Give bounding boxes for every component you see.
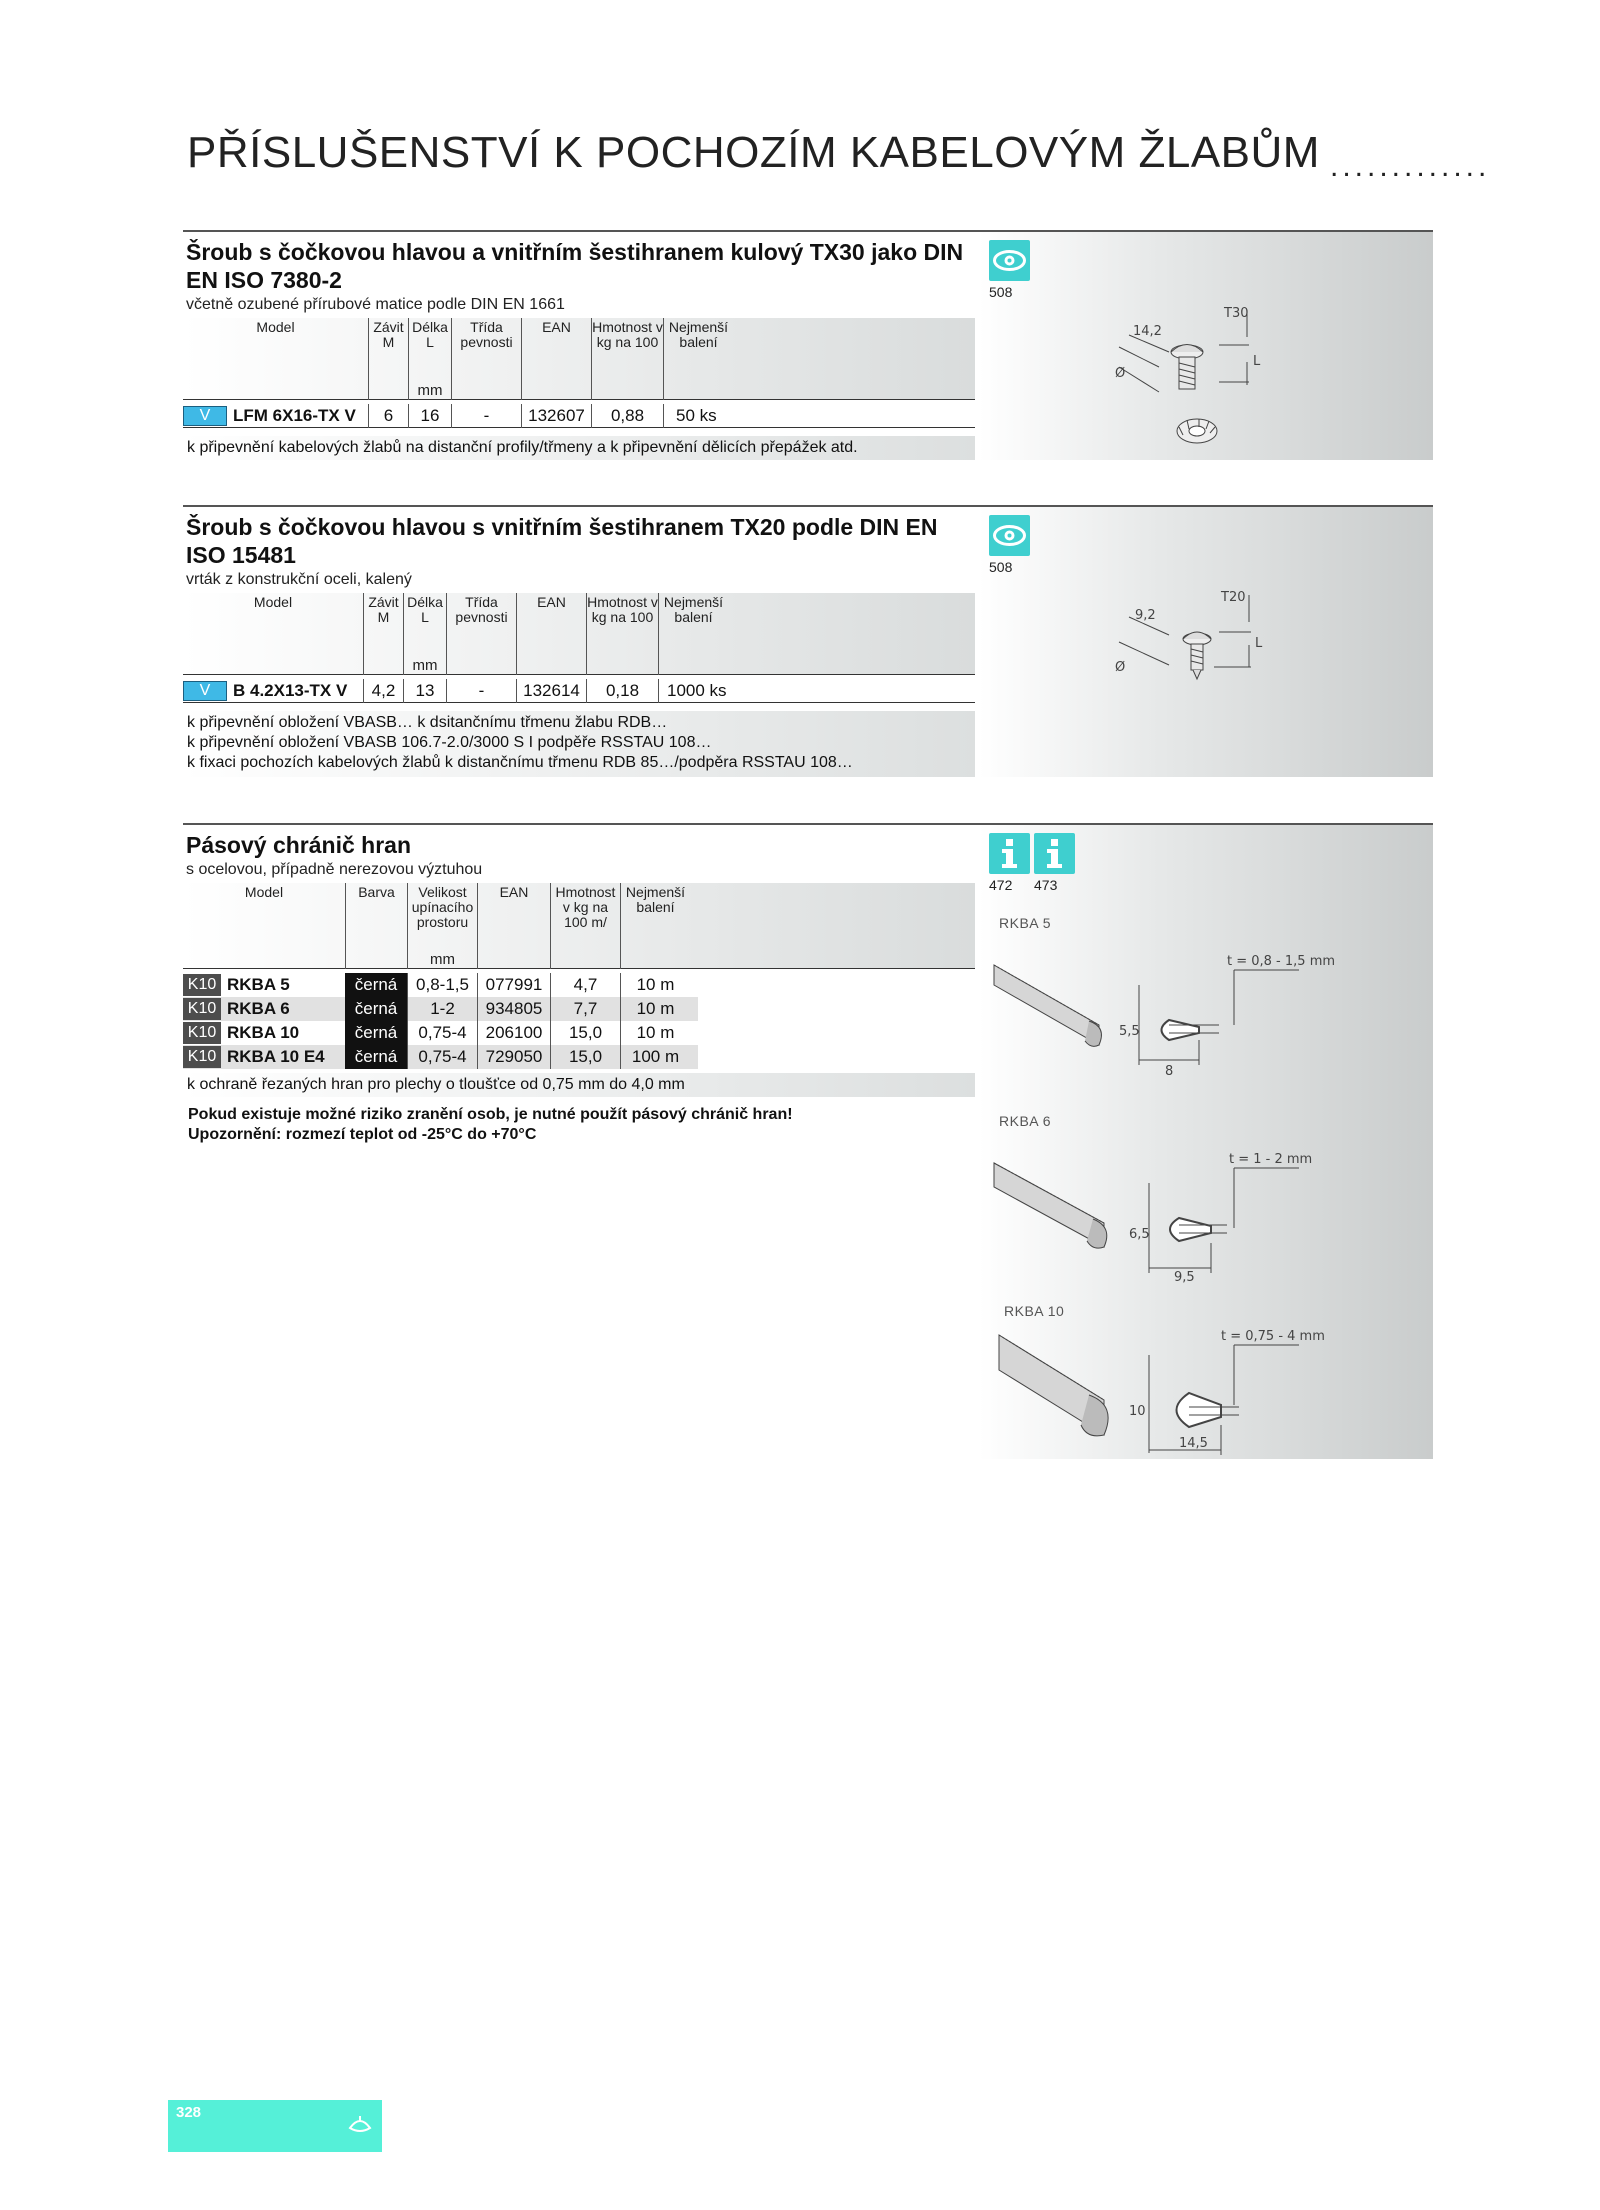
dim-drive: T30 — [1224, 307, 1249, 321]
dim-w: 14,5 — [1179, 1436, 1208, 1451]
section-title: Pásový chránič hran — [186, 832, 411, 858]
cell-weight: 15,0 — [550, 1021, 620, 1045]
badge-k10: K10 — [183, 1022, 221, 1044]
col-model: Model — [244, 884, 284, 900]
info-icon[interactable] — [1034, 833, 1075, 874]
cell-model: LFM 6X16-TX V — [233, 406, 356, 425]
note-line: k ochraně řezaných hran pro plechy o tloušťce od 0,75 mm do 4,0 mm — [187, 1076, 685, 1093]
warning-note: Pokud existuje možné riziko zranění osob, je nutné použít pásový chránič hran! — [188, 1106, 793, 1123]
edge-protector-drawing — [989, 1143, 1429, 1283]
product-image-panel — [979, 825, 1433, 1459]
cell-color: černá — [345, 973, 407, 997]
icon-label: 472 — [989, 877, 1013, 893]
note-bar — [183, 436, 975, 460]
cell-class: - — [446, 679, 516, 703]
dim-h: 10 — [1129, 1404, 1146, 1419]
col-ean: EAN — [521, 318, 591, 400]
cell-weight: 7,7 — [550, 997, 620, 1021]
section-edge-protector — [183, 823, 1433, 1463]
badge-k10: K10 — [183, 998, 221, 1020]
dim-d: 9,2 — [1135, 608, 1156, 623]
screw-drawing — [1099, 587, 1359, 717]
col-length-label: Délka L — [407, 594, 443, 625]
icon-label: 508 — [989, 284, 1013, 300]
cell-thread: 6 — [368, 404, 408, 428]
note-bar — [183, 1073, 975, 1097]
cell-weight: 4,7 — [550, 973, 620, 997]
table-row — [183, 679, 975, 703]
cell-thread: 4,2 — [363, 679, 403, 703]
drawing-caption: RKBA 5 — [999, 915, 1052, 931]
cell-pack: 10 m — [620, 973, 690, 997]
cell-ean: 077991 — [477, 973, 550, 997]
page-number: 328 — [176, 2104, 202, 2121]
unit-mm: mm — [417, 382, 443, 399]
note-line: k připevnění obložení VBASB 106.7-2.0/3000 S I podpěře RSSTAU 108… — [187, 734, 712, 751]
cell-ean: 206100 — [477, 1021, 550, 1045]
col-thread: Závit M — [363, 593, 403, 675]
cell-ean: 934805 — [477, 997, 550, 1021]
dim-len: L — [1253, 354, 1261, 369]
col-pack: Nejmenší balení — [620, 883, 690, 969]
cell-model: RKBA 5 — [227, 975, 290, 994]
col-model: Model — [256, 319, 295, 335]
col-weight: Hmotnost v kg na 100 m/ — [550, 883, 620, 969]
cell-pack: 1000 ks — [658, 679, 728, 703]
cell-pack: 10 m — [620, 1021, 690, 1045]
col-thread: Závit M — [368, 318, 408, 400]
section-title: Šroub s čočkovou hlavou s vnitřním šestihranem TX20 podle DIN EN ISO 15481 — [186, 514, 938, 568]
badge-v: V — [183, 681, 227, 701]
cell-length: 16 — [408, 404, 451, 428]
dim-dia: Ø — [1115, 366, 1126, 381]
cell-color: černá — [345, 1045, 407, 1069]
product-image-panel — [979, 232, 1433, 460]
dim-h: 5,5 — [1119, 1024, 1140, 1039]
cell-size: 1-2 — [407, 997, 477, 1021]
cell-pack: 10 m — [620, 997, 690, 1021]
unit-mm: mm — [430, 951, 455, 968]
cell-size: 0,75-4 — [407, 1021, 477, 1045]
title-dots: ............. — [1330, 150, 1491, 180]
cell-weight: 15,0 — [550, 1045, 620, 1069]
cell-weight: 0,18 — [586, 679, 658, 703]
col-class: Třída pevnosti — [451, 318, 521, 400]
drawing-caption: RKBA 6 — [999, 1113, 1052, 1129]
cell-size: 0,8-1,5 — [407, 973, 477, 997]
col-length — [403, 593, 446, 675]
cell-pack: 100 m — [620, 1045, 690, 1069]
col-pack: Nejmenší balení — [663, 318, 733, 400]
dim-len: L — [1255, 636, 1263, 651]
edge-protector-drawing — [989, 945, 1429, 1075]
table-header — [183, 318, 975, 400]
icon-label: 508 — [989, 559, 1013, 575]
note-line: k fixaci pochozích kabelových žlabů k distančnímu třmenu RDB 85…/podpěra RSSTAU 108… — [187, 754, 853, 771]
drawing-caption: RKBA 10 — [1004, 1303, 1065, 1319]
table-header — [183, 883, 975, 969]
dim-dia: Ø — [1115, 660, 1126, 675]
table-header — [183, 593, 975, 675]
cell-pack: 50 ks — [663, 404, 733, 428]
col-pack: Nejmenší balení — [658, 593, 728, 675]
unit-mm: mm — [412, 657, 438, 674]
col-weight: Hmotnost v kg na 100 — [586, 593, 658, 675]
col-ean: EAN — [516, 593, 586, 675]
note-line: k připevnění obložení VBASB… k dsitančnímu třmenu žlabu RDB… — [187, 714, 668, 731]
page-number-box — [168, 2100, 382, 2152]
section-screw-tx30 — [183, 230, 1433, 470]
badge-k10: K10 — [183, 974, 221, 996]
cell-color: černá — [345, 1021, 407, 1045]
product-image-panel — [979, 507, 1433, 777]
cell-weight: 0,88 — [591, 404, 663, 428]
cell-ean: 132607 — [521, 404, 591, 428]
col-length-label: Délka L — [412, 319, 448, 350]
dim-t: t = 0,8 - 1,5 mm — [1227, 954, 1336, 969]
cell-ean: 729050 — [477, 1045, 550, 1069]
note-bar — [183, 711, 975, 777]
col-size — [407, 883, 477, 969]
col-weight: Hmotnost v kg na 100 — [591, 318, 663, 400]
table-row — [183, 997, 698, 1021]
eye-icon[interactable] — [989, 240, 1030, 281]
cell-ean: 132614 — [516, 679, 586, 703]
section-subtitle: vrták z konstrukční oceli, kalený — [186, 571, 412, 588]
badge-v: V — [183, 406, 227, 426]
cell-model: RKBA 10 — [227, 1023, 300, 1042]
edge-protector-drawing — [989, 1325, 1429, 1465]
note-line: k připevnění kabelových žlabů na distanční profily/třmeny a k připevnění dělicích přepážek atd. — [187, 439, 858, 456]
cell-length: 13 — [403, 679, 446, 703]
col-length — [408, 318, 451, 400]
temperature-note: Upozornění: rozmezí teplot od -25°C do +70°C — [188, 1126, 537, 1143]
badge-k10: K10 — [183, 1046, 221, 1068]
dim-w: 9,5 — [1174, 1270, 1195, 1283]
dim-t: t = 0,75 - 4 mm — [1221, 1329, 1325, 1344]
cell-class: - — [451, 404, 521, 428]
cell-color: černá — [345, 997, 407, 1021]
col-color: Barva — [345, 883, 407, 969]
info-icon[interactable] — [989, 833, 1030, 874]
page-title: PŘÍSLUŠENSTVÍ K POCHOZÍM KABELOVÝM ŽLABŮM — [187, 128, 1320, 177]
icon-label: 473 — [1034, 877, 1058, 893]
company-logo — [346, 2112, 374, 2136]
dim-w: 8 — [1165, 1064, 1174, 1075]
table-row — [183, 404, 975, 428]
col-class: Třída pevnosti — [446, 593, 516, 675]
table-row — [183, 1021, 698, 1045]
table-row — [183, 973, 698, 997]
col-ean: EAN — [477, 883, 550, 969]
section-subtitle: včetně ozubené přírubové matice podle DIN EN 1661 — [186, 296, 565, 313]
cell-model: RKBA 6 — [227, 999, 290, 1018]
dim-drive: T20 — [1221, 590, 1246, 605]
dim-t: t = 1 - 2 mm — [1229, 1152, 1313, 1167]
screw-drawing — [1099, 307, 1359, 457]
cell-model: B 4.2X13-TX V — [233, 681, 348, 700]
dim-d: 14,2 — [1133, 324, 1162, 339]
col-model: Model — [253, 594, 293, 610]
eye-icon[interactable] — [989, 515, 1030, 556]
cell-model: RKBA 10 E4 — [227, 1047, 325, 1066]
table-row — [183, 1045, 698, 1069]
section-subtitle: s ocelovou, případně nerezovou výztuhou — [186, 861, 483, 878]
col-size-label: Velikost upínacího prostoru — [411, 884, 474, 930]
dim-h: 6,5 — [1129, 1227, 1150, 1242]
section-screw-tx20 — [183, 505, 1433, 780]
cell-size: 0,75-4 — [407, 1045, 477, 1069]
section-title: Šroub s čočkovou hlavou a vnitřním šestihranem kulový TX30 jako DIN EN ISO 7380-2 — [186, 239, 964, 293]
